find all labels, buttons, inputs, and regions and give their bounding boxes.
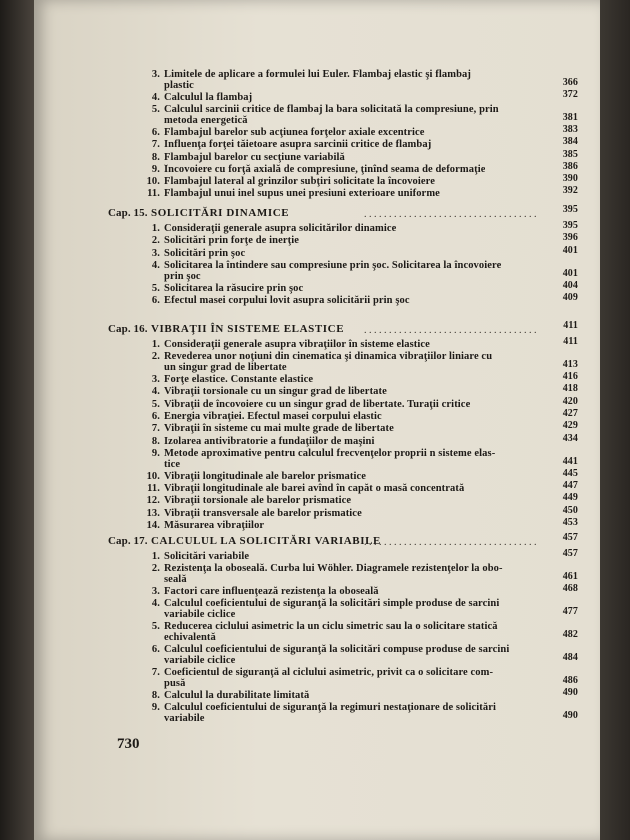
entry-text-line: Calculul la flambaj	[164, 91, 253, 103]
entry-text-line: Izolarea antivibratorie a fundaţiilor de maşini	[164, 435, 375, 447]
entry-page: 420	[562, 395, 578, 407]
entry-text-line: variabile ciclice	[164, 609, 236, 621]
entry-text-line: Solicitarea la întindere sau compresiune prin şoc. Solicitarea la încovoiere	[164, 259, 502, 271]
entry-text-line: Forţe elastice. Constante elastice	[164, 374, 314, 386]
entry-text-line: Factori care influenţează rezistenţa la oboseală	[164, 586, 379, 598]
entry-text-line: Reducerea ciclului asimetric la un ciclu simetric sau la o solicitare statică	[164, 621, 498, 633]
entry-number: 4.	[151, 598, 160, 610]
page-gutter-shadow	[0, 0, 34, 840]
entry-number: 5.	[151, 104, 160, 116]
entry-page: 449	[562, 492, 578, 504]
entry-text-line: Flambajul lateral al grinzilor subţiri solicitate la încovoiere	[164, 176, 435, 188]
entry-text-line: Solicitarea la răsucire prin şoc	[164, 282, 304, 294]
entry-page: 401	[562, 267, 578, 279]
entry-number: 8.	[151, 689, 160, 701]
entry-number: 8.	[151, 435, 160, 447]
entry-text-line: prin şoc	[164, 270, 201, 282]
entry-text-line: Calculul la durabilitate limitată	[164, 689, 310, 701]
entry-text-line: Vibraţii longitudinale ale barei avînd în capăt o masă concentrată	[164, 483, 465, 494]
entry-page: 490	[562, 686, 578, 698]
entry-page: 447	[562, 480, 578, 491]
entry-page: 441	[562, 455, 578, 467]
book-page	[34, 0, 600, 840]
chapter-title: SOLICITĂRI DINAMICE	[151, 207, 290, 219]
entry-number: 13.	[146, 507, 160, 519]
entry-page: 401	[562, 244, 578, 256]
page-edge-shadow	[600, 0, 630, 840]
entry-number: 1.	[151, 223, 160, 234]
entry-page: 396	[562, 232, 578, 244]
entry-number: 1.	[151, 551, 160, 562]
entry-page: 445	[562, 467, 578, 479]
entry-text-line: Influenţa forţei tăietoare asupra sarcinii critice de flambaj	[164, 139, 432, 151]
entry-text-line: pusă	[164, 677, 186, 689]
chapter-page: 457	[562, 532, 578, 543]
page-number: 730	[117, 736, 140, 752]
dot-leader: . . . . . . . . . . . . . . . . . . . . . . . . . . . . . . . . . . .	[364, 209, 537, 220]
entry-page: 484	[562, 652, 578, 663]
entry-number: 8.	[151, 151, 160, 163]
entry-text-line: Rezistenţa la oboseală. Curba lui Wöhler. Diagramele rezistenţelor la obo-	[164, 563, 503, 575]
entry-text-line: Solicitări prin forţe de inerţie	[164, 235, 299, 247]
entry-number: 14.	[146, 519, 160, 531]
entry-text-line: un singur grad de libertate	[164, 362, 287, 374]
entry-text-line: plastic	[164, 80, 194, 91]
entry-number: 3.	[151, 247, 160, 259]
entry-text-line: seală	[164, 574, 187, 586]
chapter-title: VIBRAŢII ÎN SISTEME ELASTICE	[151, 323, 345, 335]
chapter-page: 411	[563, 320, 578, 331]
entry-number: 4.	[151, 386, 160, 398]
entry-text-line: Metode aproximative pentru calculul frecvenţelor proprii n sisteme elas-	[164, 447, 496, 459]
entry-text-line: echivalentă	[164, 632, 216, 644]
entry-page: 392	[562, 185, 578, 197]
entry-number: 7.	[151, 139, 160, 151]
entry-number: 5.	[151, 398, 160, 410]
entry-text-line: Flambajul barelor sub acţiunea forţelor axiale excentrice	[164, 126, 425, 138]
entry-page: 429	[562, 420, 578, 432]
entry-text-line: Calculul coeficientului de siguranţă la regimuri nestaţionare de solicitări	[164, 701, 497, 713]
entry-text-line: Efectul masei corpului lovit asupra solicitării prin şoc	[164, 295, 410, 306]
entry-number: 6.	[151, 411, 160, 422]
entry-number: 6.	[151, 126, 160, 138]
entry-number: 1.	[151, 339, 160, 350]
entry-text-line: Coeficientul de siguranţă al ciclului asimetric, privit ca o solicitare com-	[164, 666, 494, 678]
entry-text-line: variabile	[164, 712, 205, 724]
entry-number: 10.	[146, 176, 160, 188]
entry-page: 418	[562, 383, 578, 395]
entry-number: 4.	[151, 91, 160, 103]
entry-page: 453	[562, 516, 578, 528]
entry-page: 482	[562, 629, 578, 641]
entry-text-line: Vibraţii torsionale cu un singur grad de libertate	[164, 386, 387, 398]
entry-page: 486	[562, 674, 578, 686]
entry-number: 5.	[151, 282, 160, 294]
entry-number: 11.	[147, 188, 160, 200]
entry-page: 468	[562, 583, 578, 595]
entry-page: 427	[562, 408, 578, 419]
entry-text-line: Vibraţii longitudinale ale barelor prismatice	[164, 470, 367, 482]
entry-page: 385	[562, 148, 578, 160]
entry-text-line: Consideraţii generale asupra vibraţiilor în sisteme elastice	[164, 339, 430, 350]
entry-text-line: Flambajul unui inel supus unei presiuni exterioare uniforme	[164, 188, 440, 200]
entry-text-line: Vibraţii transversale ale barelor prismatice	[164, 507, 362, 519]
entry-page: 434	[562, 432, 578, 444]
entry-text-line: Revederea unor noţiuni din cinematica şi dinamica vibraţiilor liniare cu	[164, 351, 493, 363]
entry-text-line: Vibraţii torsionale ale barelor prismatice	[164, 495, 352, 507]
entry-page: 450	[562, 504, 578, 516]
entry-number: 2.	[151, 235, 160, 247]
entry-number: 4.	[151, 259, 160, 271]
entry-page: 457	[562, 548, 578, 559]
entry-text-line: Măsurarea vibraţiilor	[164, 519, 265, 531]
chapter-label: Cap. 17.	[108, 535, 148, 547]
entry-number: 3.	[151, 69, 160, 80]
entry-page: 461	[562, 571, 578, 583]
entry-text-line: Calculul coeficientului de siguranţă la solicitări compuse produse de sarcini	[164, 644, 510, 655]
entry-text-line: Calculul sarcinii critice de flambaj la bara solicitată la compresiune, prin	[164, 104, 499, 116]
entry-number: 2.	[151, 563, 160, 575]
entry-page: 383	[562, 123, 578, 135]
dot-leader: . . . . . . . . . . . . . . . . . . . . . . . . . . . . . . . . . . .	[364, 537, 537, 548]
entry-number: 9.	[151, 701, 160, 713]
entry-page: 404	[562, 279, 578, 291]
chapter-label: Cap. 15.	[108, 207, 148, 219]
dot-leader: . . . . . . . . . . . . . . . . . . . . . . . . . . . . . . . . . . .	[364, 325, 537, 336]
entry-page: 411	[563, 336, 578, 347]
entry-text-line: Flambajul barelor cu secţiune variabilă	[164, 151, 345, 163]
entry-text-line: Solicitări variabile	[164, 551, 250, 562]
entry-page: 409	[562, 292, 578, 303]
entry-text-line: Limitele de aplicare a formulei lui Euler. Flambaj elastic şi flambaj	[164, 69, 471, 80]
entry-page: 416	[562, 371, 578, 383]
entry-number: 9.	[151, 447, 160, 459]
entry-number: 9.	[151, 163, 160, 175]
entry-number: 7.	[151, 666, 160, 678]
entry-text-line: Solicitări prin şoc	[164, 247, 246, 259]
entry-text-line: tice	[164, 458, 181, 470]
entry-number: 11.	[147, 483, 160, 494]
entry-text-line: Consideraţii generale asupra solicitărilor dinamice	[164, 223, 397, 234]
entry-number: 7.	[151, 423, 160, 435]
entry-text-line: variabile ciclice	[164, 655, 236, 666]
entry-number: 2.	[151, 351, 160, 363]
entry-number: 3.	[151, 586, 160, 598]
chapter-title: CALCULUL LA SOLICITĂRI VARIABILE	[151, 535, 381, 547]
entry-page: 395	[562, 220, 578, 231]
entry-number: 6.	[151, 295, 160, 306]
entry-text-line: Energia vibraţiei. Efectul masei corpului elastic	[164, 411, 382, 422]
chapter-label: Cap. 16.	[108, 323, 148, 335]
entry-text-line: metoda energetică	[164, 115, 248, 127]
entry-number: 10.	[146, 470, 160, 482]
entry-number: 6.	[151, 644, 160, 655]
entry-page: 386	[562, 160, 578, 172]
entry-page: 477	[562, 606, 578, 618]
entry-text-line: Încovoiere cu forţă axială de compresiune, ţinînd seama de deformaţie	[164, 163, 486, 175]
entry-text-line: Calculul coeficientului de siguranţă la solicitări simple produse de sarcini	[164, 598, 500, 610]
entry-number: 5.	[151, 621, 160, 633]
entry-number: 12.	[146, 495, 160, 507]
entry-page: 381	[562, 112, 578, 124]
entry-number: 3.	[151, 374, 160, 386]
entry-page: 384	[562, 136, 578, 148]
entry-page: 390	[562, 173, 578, 185]
entry-page: 490	[562, 709, 578, 721]
entry-page: 413	[562, 359, 578, 371]
entry-page: 366	[562, 77, 578, 88]
chapter-page: 395	[562, 204, 578, 215]
entry-page: 372	[562, 88, 578, 100]
entry-text-line: Vibraţii de încovoiere cu un singur grad de libertate. Turaţii critice	[164, 398, 471, 410]
entry-text-line: Vibraţii în sisteme cu mai multe grade de libertate	[164, 423, 394, 435]
